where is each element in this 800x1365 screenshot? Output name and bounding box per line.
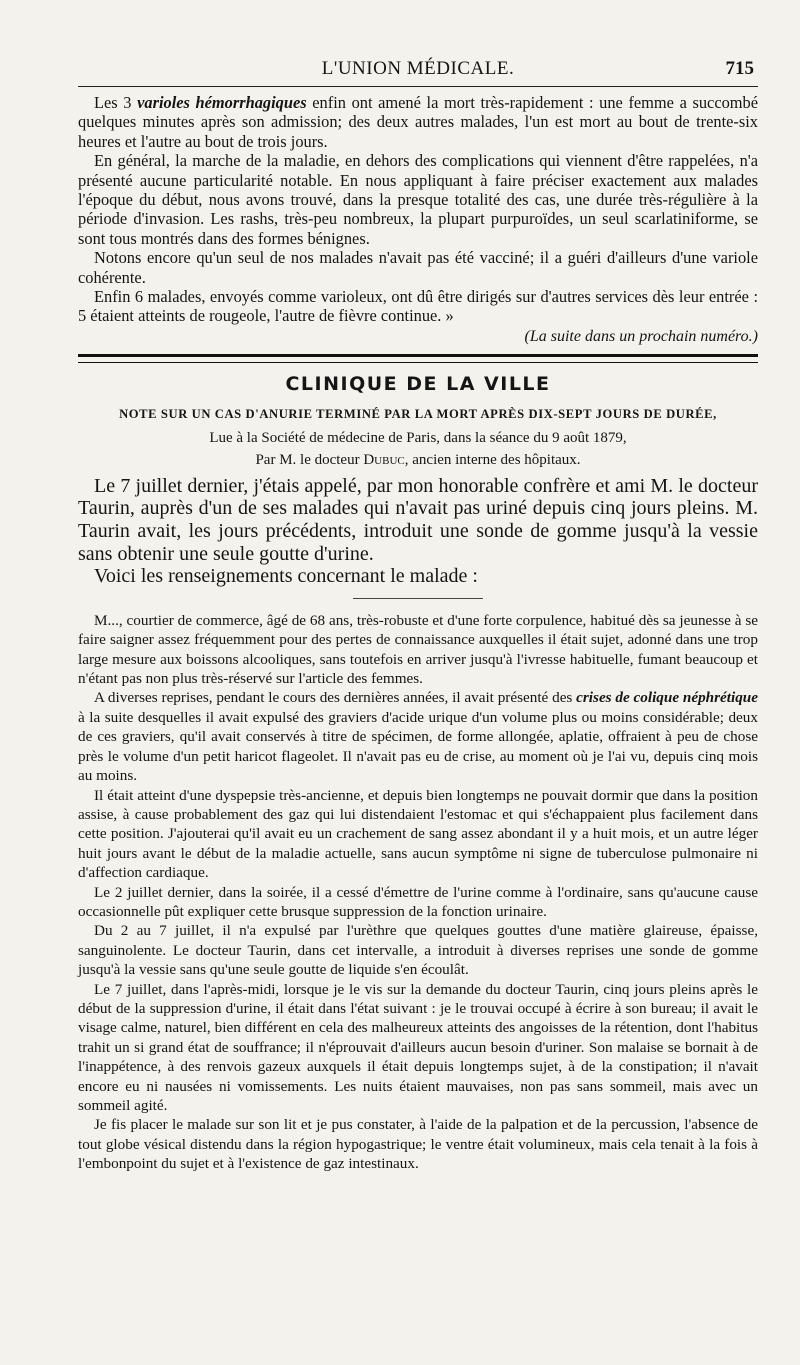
paragraph: Notons encore qu'un seul de nos malades n'avait pas été vacciné; il a guéri d'ailleurs d'une variole cohérente.: [78, 248, 758, 287]
byline-reading: Lue à la Société de médecine de Paris, dans la séance du 9 août 1879,: [209, 429, 627, 446]
lead-paragraph: Voici les renseignements concernant le malade :: [94, 565, 478, 588]
paragraph: A diverses reprises, pendant le cours des dernières années, il avait présenté des crises de colique néphrétique à la suite desquelles il avait expulsé des graviers d'acide urique d'un volume plus ou moins considérable; deux de ces graviers, qu'il avait conservés à titre de spécimen, de forme allongée, aplatie, offraient à peu de chose près le volume d'un petit haricot flageolet. Il n'avait pas eu de crise, au moment où je l'ai vu, depuis cinq mois au moins.: [78, 689, 758, 785]
paragraph: Il était atteint d'une dyspepsie très-ancienne, et depuis bien longtemps ne pouvait dormir que dans la position assise, à cause probablement des gaz qui lui distendaient l'estomac et qui s'échappaient plus facilement dans cette position. J'ajouterai qu'il avait eu un crachement de sang assez abondant il y a huit mois, et un autre léger huit jours avant le début de la maladie actuelle, sans aucun symptôme ni signe de tuberculose pulmonaire ni d'affection cardiaque.: [78, 786, 758, 882]
emphasis: varioles hémorrhagiques: [137, 93, 307, 112]
paragraph: Le 2 juillet dernier, dans la soirée, il a cessé d'émettre de l'urine comme à l'ordinaire, sans qu'aucune cause occasionnelle pût expliquer cette brusque suppression de la fonction urinaire.: [78, 883, 758, 920]
author-name: Dubuc: [363, 451, 405, 468]
continuation-note: (La suite dans un prochain numéro.): [524, 327, 758, 345]
divider: [353, 598, 483, 599]
paragraph: En général, la marche de la maladie, en dehors des complications qui viennent d'être rappelées, n'a présenté aucune particularité notable. En nous appliquant à faire préciser exactement aux malades l'époque du début, nous avons trouvé, dans la presque totalité des cas, une durée très-régulière à la période d'invasion. Les rashs, très-peu nombreux, la plupart purpuroïdes, un seul scarlatiniforme, se sont tous montrés dans des formes bénignes.: [78, 151, 758, 248]
lead-text: [78, 475, 758, 588]
case-report: [78, 611, 758, 1174]
article-title: NOTE SUR UN CAS D'ANURIE TERMINÉ PAR LA MORT APRÈS DIX-SEPT JOURS DE DURÉE,: [119, 406, 717, 421]
paragraph: Du 2 au 7 juillet, il n'a expulsé par l'urèthre que quelques gouttes d'une matière glaireuse, épaisse, sanguinolente. Le docteur Taurin, dans cet intervalle, a introduit à diverses reprises une sonde de gomme jusqu'à la vessie sans qu'une seule goutte de liquide s'en écoulât.: [78, 922, 758, 979]
emphasis: crises de colique néphrétique: [576, 689, 758, 707]
paragraph: Je fis placer le malade sur son lit et je pus constater, à l'aide de la palpation et de la percussion, l'absence de tout globe vésical distendu dans la région hypogastrique; le ventre était volumineux, mais cela tenait à la fois à l'embonpoint du sujet et à l'existence de gaz intestinaux.: [78, 1116, 758, 1173]
lead-paragraph: Le 7 juillet dernier, j'étais appelé, par mon honorable confrère et ami M. le docteur Taurin, auprès d'un de ses malades qui n'avait pas uriné depuis cinq jours pleins. M. Taurin avait, les jours précédents, introduit une sonde de gomme jusqu'à la vessie sans obtenir une seule goutte d'urine.: [78, 474, 758, 565]
paragraph: Les 3 varioles hémorrhagiques enfin ont amené la mort très-rapidement : une femme a succombé quelques minutes après son admission; des deux autres malades, l'un est mort au bout de trente-six heures et l'autre au bout de trois jours.: [78, 93, 759, 151]
byline-author: Par M. le docteur Dubuc, ancien interne des hôpitaux.: [255, 451, 581, 468]
top-section: [78, 93, 758, 346]
running-head: L'UNION MÉDICALE.: [321, 58, 515, 79]
paragraph: M..., courtier de commerce, âgé de 68 ans, très-robuste et d'une forte corpulence, habitué dès sa jeunesse à se faire saigner assez fréquemment pour des pertes de connaissance auxquelles il était sujet, adonné dans une trop large mesure aux boissons alcooliques, sans toutefois en arriver jusqu'à l'ivresse habituelle, fumant beaucoup et n'étant pas non plus très-réservé sur l'article des femmes.: [78, 611, 758, 688]
paragraph: Enfin 6 malades, envoyés comme varioleux, ont dû être dirigés sur d'autres services dès leur entrée : 5 étaient atteints de rougeole, l'autre de fièvre continue. »: [78, 287, 758, 326]
page-number: 715: [725, 58, 754, 79]
section-divider: [78, 354, 758, 363]
section-title: CLINIQUE DE LA VILLE: [285, 372, 551, 395]
paragraph: Le 7 juillet, dans l'après-midi, lorsque je le vis sur la demande du docteur Taurin, cinq jours pleins après le début de la suppression d'urine, il était dans l'état suivant : je le trouvai occupé à écrire à son bureau; il avait le visage calme, naturel, bien différent en cela des malheureux atteints des angoisses de la rétention, dont l'habitus trahit un si grand état de souffrance; il n'éprouvait d'ailleurs aucun besoin d'uriner. Son malaise se bornait à de l'inappétence, à des renvois gazeux auxquels il était depuis longtemps sujet, à de la constipation; il n'avait encore eu ni nausées ni vomissements. Les nuits étaient mauvaises, non pas sans sommeil, mais avec un sommeil agité.: [78, 980, 758, 1114]
page-header: [78, 52, 758, 87]
